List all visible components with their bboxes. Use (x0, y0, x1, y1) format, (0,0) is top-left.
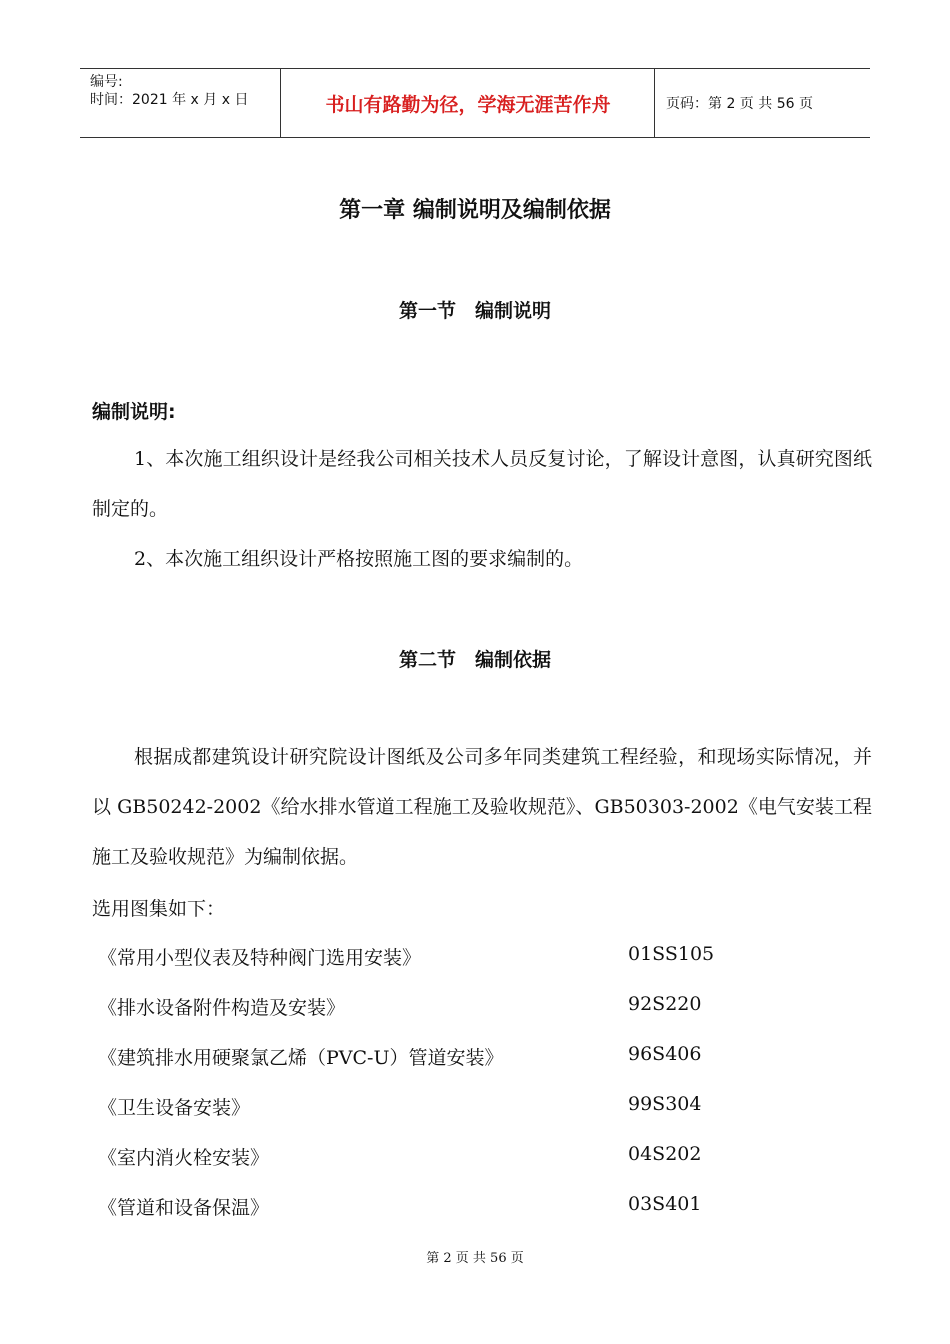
paragraph-item-2: 2、本次施工组织设计严格按照施工图的要求编制的。 (134, 548, 584, 570)
header-divider (280, 69, 281, 137)
atlas-code: 04S202 (628, 1143, 702, 1165)
document-date: 时间：2021 年 x 月 x 日 (90, 92, 249, 108)
atlas-code: 99S304 (628, 1093, 702, 1115)
atlas-row (92, 1143, 872, 1173)
atlas-code: 03S401 (628, 1193, 702, 1215)
atlas-row (92, 943, 872, 973)
page-footer: 第 2 页 共 56 页 (426, 1251, 524, 1266)
atlas-row (92, 1043, 872, 1073)
header-motto: 书山有路勤为径，学海无涯苦作舟 (325, 93, 611, 116)
atlas-name: 《卫生设备安装》 (98, 1097, 251, 1119)
document-number-label: 编号: (90, 74, 123, 90)
page-header (80, 68, 870, 138)
header-page-info: 页码：第 2 页 共 56 页 (666, 96, 813, 112)
section-label: 编制说明: (92, 401, 176, 423)
atlas-row (92, 1193, 872, 1223)
atlas-code: 01SS105 (628, 943, 715, 965)
atlas-name: 《室内消火栓安装》 (98, 1147, 270, 1169)
atlas-row (92, 993, 872, 1023)
paragraph-item-1: 1、本次施工组织设计是经我公司相关技术人员反复讨论，了解设计意图，认真研究图纸制定的。 (92, 448, 872, 520)
atlas-code: 96S406 (628, 1043, 702, 1065)
atlas-name: 《常用小型仪表及特种阀门选用安装》 (98, 947, 422, 969)
atlas-intro: 选用图集如下： (92, 898, 226, 920)
atlas-name: 《建筑排水用硬聚氯乙烯（PVC-U）管道安装》 (98, 1047, 504, 1069)
paragraph-basis: 根据成都建筑设计研究院设计图纸及公司多年同类建筑工程经验，和现场实际情况，并以 GB50242-2002《给水排水管道工程施工及验收规范》、GB50303-2002《电气安装工程施工及验收规范》为编制依据。 (92, 746, 872, 868)
chapter-title: 第一章 编制说明及编制依据 (339, 198, 611, 223)
atlas-name: 《管道和设备保温》 (98, 1197, 270, 1219)
atlas-name: 《排水设备附件构造及安装》 (98, 997, 346, 1019)
header-meta (90, 73, 248, 109)
section-title-1: 第一节 编制说明 (398, 300, 551, 322)
atlas-row (92, 1093, 872, 1123)
atlas-code: 92S220 (628, 993, 702, 1015)
section-title-2: 第二节 编制依据 (398, 649, 551, 671)
header-divider (654, 69, 655, 137)
